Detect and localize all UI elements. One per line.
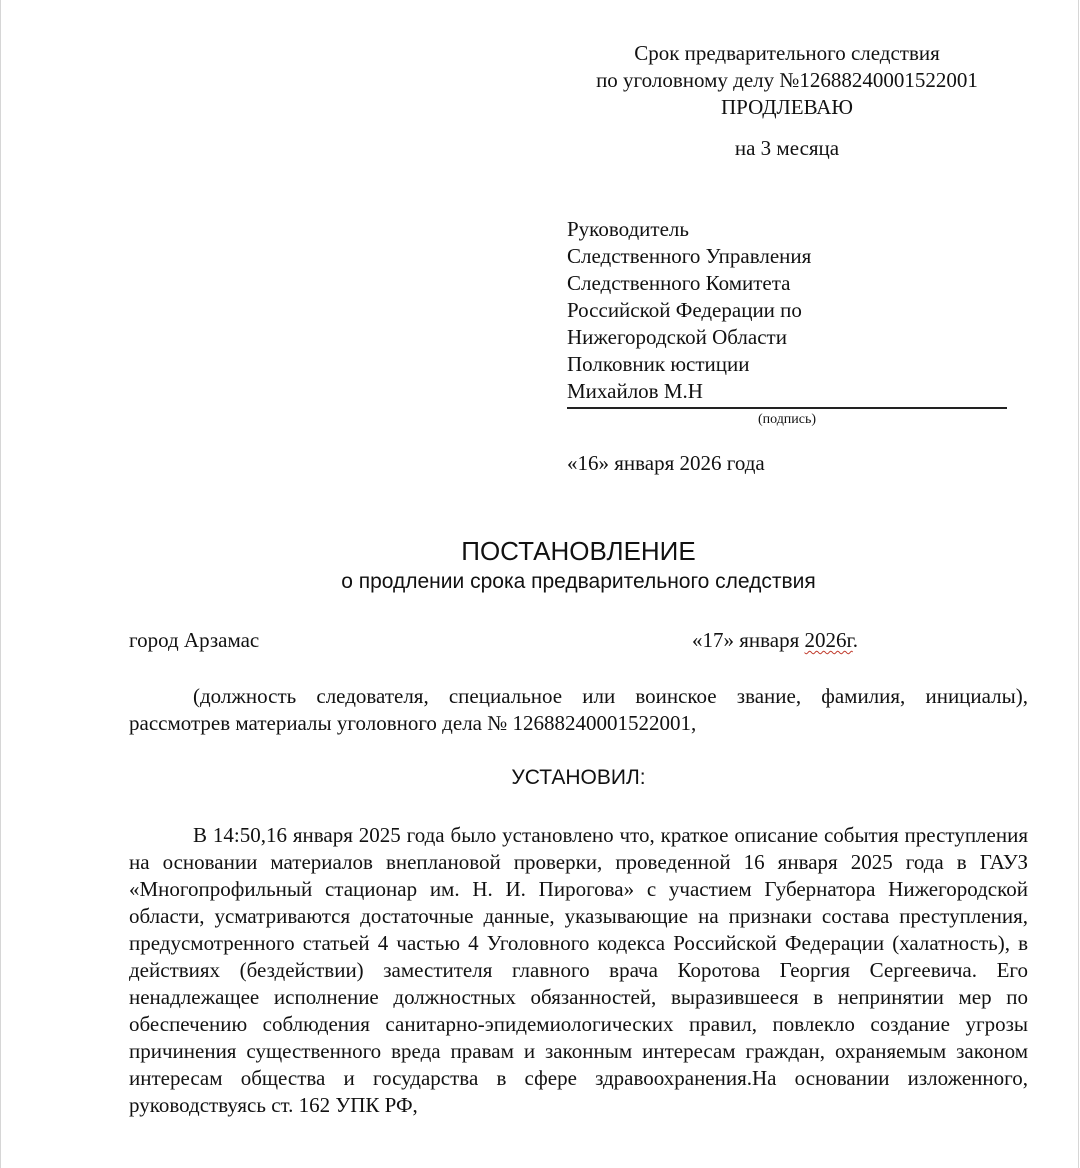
document-date-suffix: . xyxy=(852,628,859,652)
established-heading: УСТАНОВИЛ: xyxy=(511,766,646,789)
approval-date: «16» января 2026 года xyxy=(567,451,765,475)
official-line: Полковник юстиции xyxy=(567,352,750,376)
intro-paragraph: (должность следователя, специальное или воинское звание, фамилия, инициалы), рассмотрев материалы уголовного дела № 12688240001522001, xyxy=(129,684,1028,735)
document-subtitle: о продлении срока предварительного следствия xyxy=(341,570,816,593)
official-line: Руководитель xyxy=(567,217,689,241)
page-edge-left xyxy=(0,0,1,1168)
approval-term: на 3 месяца xyxy=(734,136,840,160)
document-title: ПОСТАНОВЛЕНИЕ xyxy=(461,536,696,566)
official-line: Следственного Комитета xyxy=(567,271,791,295)
official-line: Следственного Управления xyxy=(567,244,812,268)
document-date-day: «17» января xyxy=(692,628,805,652)
official-line: Российской Федерации по xyxy=(567,298,802,322)
signature-caption: (подпись) xyxy=(757,412,817,427)
signature-line xyxy=(567,407,1007,409)
page-edge-right xyxy=(1078,0,1079,1168)
document-place: город Арзамас xyxy=(129,628,260,652)
official-block xyxy=(567,216,1007,405)
body-paragraph: В 14:50,16 января 2025 года было установлено что, краткое описание события преступления на основании материалов внеплановой проверки, проведенной 16 января 2025 года в ГАУЗ «Многопрофильный стационар им. Н. И. Пирогова» с участием Губернатора Нижегородской области, усматриваются достаточные данные, указывающие на признаки состава преступления, предусмотренного статьей 4 частью 4 Уголовного кодекса Российской Федерации (халатность), в действиях (бездействии) заместителя главного врача Коротова Георгия Сергеевича. Его ненадлежащее исполнение должностных обязанностей, выразившееся в непринятии мер по обеспечению соблюдения санитарно-эпидемиологических правил, повлекло создание угрозы причинения существенного вреда правам и законным интересам граждан, охраняемым законом интересам общества и государства в сфере здравоохранения.На основании изложенного, руководствуясь ст. 162 УПК РФ, xyxy=(129,823,1028,1117)
official-line: Нижегородской Области xyxy=(567,325,787,349)
document-date xyxy=(692,627,858,654)
approval-block xyxy=(567,40,1007,162)
approval-line-2: по уголовному делу №12688240001522001 xyxy=(596,68,978,92)
document-date-year: 2026г xyxy=(804,628,853,652)
approval-line-3: ПРОДЛЕВАЮ xyxy=(720,95,854,119)
official-name: Михайлов М.Н xyxy=(567,379,703,403)
approval-line-1: Срок предварительного следствия xyxy=(634,41,940,65)
